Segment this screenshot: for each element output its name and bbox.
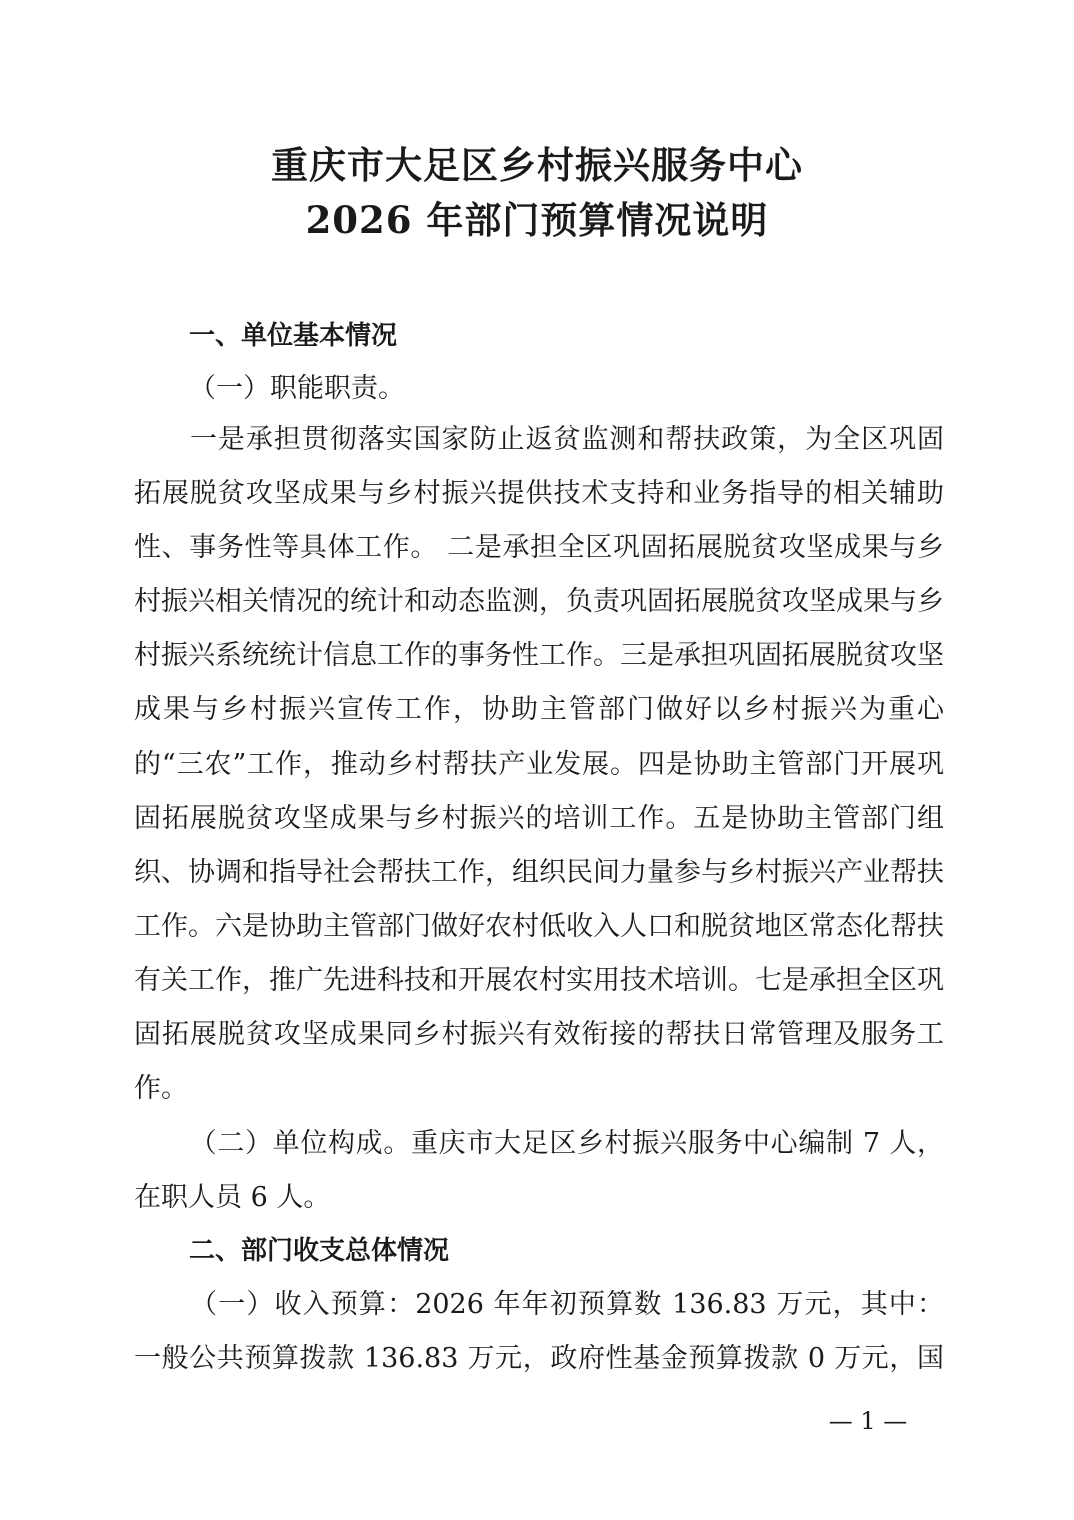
section-1-sub-2 xyxy=(134,1117,944,1225)
document-title-line-1: 重庆市大足区乡村振兴服务中心 xyxy=(271,143,803,187)
section-1-paragraph xyxy=(134,413,944,1116)
section-2-sub-1 xyxy=(134,1278,944,1386)
section-1-heading: 一、单位基本情况 xyxy=(189,321,398,351)
section-2-heading: 二、部门收支总体情况 xyxy=(189,1236,450,1266)
document-title-line-2: 2026 年部门预算情况说明 xyxy=(305,198,769,242)
section-1-paragraph-text: 一是承担贯彻落实国家防止返贫监测和帮扶政策，为全区巩固拓展脱贫攻坚成果与乡村振兴提供技术支持和业务指导的相关辅助性、事务性等具体工作。 二是承担全区巩固拓展脱贫攻坚成果与乡村振兴相关情况的统计和动态监测，负责巩固拓展脱贫攻坚成果与乡村振兴系统统计信息工作的事务性工作。三是承担巩固拓展脱贫攻坚成果与乡村振兴宣传工作，协助主管部门做好以乡村振兴为重心的“三农”工作，推动乡村帮扶产业发展。四是协助主管部门开展巩固拓展脱贫攻坚成果与乡村振兴的培训工作。五是协助主管部门组织、协调和指导社会帮扶工作，组织民间力量参与乡村振兴产业帮扶工作。六是协助主管部门做好农村低收入人口和脱贫地区常态化帮扶有关工作，推广先进科技和开展农村实用技术培训。七是承担全区巩固拓展脱贫攻坚成果同乡村振兴有效衔接的帮扶日常管理及服务工作。 xyxy=(134,424,944,1105)
section-1-sub-2-text: （二）单位构成。重庆市大足区乡村振兴服务中心编制 7 人，在职人员 6 人。 xyxy=(134,1128,944,1214)
page-number: — 1 — xyxy=(828,1407,908,1435)
section-2-sub-1-text: （一）收入预算：2026 年年初预算数 136.83 万元，其中：一般公共预算拨款 136.83 万元，政府性基金预算拨款 0 万元，国 xyxy=(134,1289,944,1375)
section-1-sub-1: （一）职能职责。 xyxy=(189,373,405,404)
